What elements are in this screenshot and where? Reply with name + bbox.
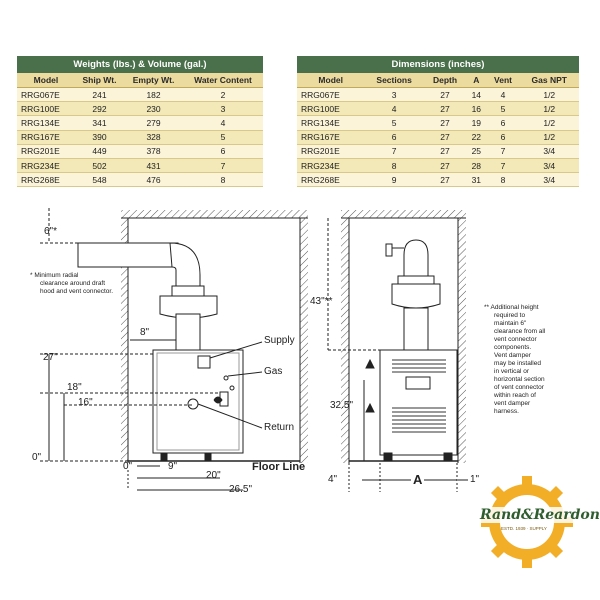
logo-ring-text: ESTD. 1939 · SUPPLY — [501, 526, 547, 531]
dimensions-col-header: Gas NPT — [520, 73, 579, 88]
front-note-line: horizontal section — [494, 376, 545, 383]
table-cell: 31 — [466, 173, 486, 187]
table-cell: 5 — [183, 130, 263, 144]
weights-col-header: Empty Wt. — [124, 73, 183, 88]
dim-4-in: 4" — [328, 474, 338, 485]
table-cell: 6 — [486, 130, 519, 144]
table-cell: 2 — [183, 88, 263, 102]
table-cell: 279 — [124, 116, 183, 130]
dim-43-in: 43"** — [310, 296, 333, 307]
table-cell: 28 — [466, 158, 486, 172]
front-ceiling-wall — [341, 210, 466, 218]
table-cell: RRG167E — [297, 130, 364, 144]
dimensions-table-title: Dimensions (inches) — [297, 56, 579, 73]
table-cell: 378 — [124, 144, 183, 158]
table-cell: 548 — [75, 173, 124, 187]
dimensions-col-header: Depth — [424, 73, 466, 88]
front-note-line: within reach of — [494, 392, 536, 399]
table-cell: 9 — [364, 173, 423, 187]
table-cell: 27 — [424, 88, 466, 102]
table-cell: 16 — [466, 102, 486, 116]
table-cell: 6 — [486, 116, 519, 130]
table-cell: RRG100E — [297, 102, 364, 116]
front-note-line: components. — [494, 344, 532, 351]
table-cell: RRG067E — [17, 88, 75, 102]
dim-0-in-bottom: 0" — [123, 461, 133, 472]
front-note-line: harness. — [494, 408, 519, 415]
label-return: Return — [264, 422, 295, 433]
front-note-line: of vent connector — [494, 384, 544, 391]
table-cell: 292 — [75, 102, 124, 116]
table-cell: RRG067E — [297, 88, 364, 102]
table-cell: RRG268E — [17, 173, 75, 187]
dimensions-col-header: A — [466, 73, 486, 88]
table-cell: 431 — [124, 158, 183, 172]
table-cell: 7 — [183, 158, 263, 172]
table-cell: 3/4 — [520, 158, 579, 172]
dim-18-in: 18" — [67, 382, 82, 393]
table-cell: 27 — [424, 102, 466, 116]
dimensions-col-header: Model — [297, 73, 364, 88]
table-cell: 1/2 — [520, 88, 579, 102]
table-cell: RRG167E — [17, 130, 75, 144]
floor-line-label: Floor Line — [252, 461, 306, 473]
side-note-line: clearance around draft — [40, 280, 106, 287]
table-cell: 19 — [466, 116, 486, 130]
front-draft-hood — [392, 284, 440, 308]
table-cell: 476 — [124, 173, 183, 187]
dim-1-in: 1" — [470, 474, 480, 485]
boiler-front — [380, 350, 457, 455]
logo-wordmark: Rand&Reardon — [480, 507, 600, 523]
return-fitting — [188, 399, 198, 409]
side-note — [30, 272, 113, 296]
front-note-line: may be installed — [494, 360, 541, 367]
table-cell: RRG134E — [297, 116, 364, 130]
dim-32-5-in: 32.5" — [330, 400, 354, 411]
table-cell: RRG100E — [17, 102, 75, 116]
table-cell: 7 — [364, 144, 423, 158]
table-cell: 241 — [75, 88, 124, 102]
front-note-line: clearance from all — [494, 328, 546, 335]
table-cell: 7 — [486, 158, 519, 172]
side-ceiling-wall — [121, 210, 308, 218]
table-cell: 27 — [424, 158, 466, 172]
table-cell: 1/2 — [520, 130, 579, 144]
table-cell: 5 — [486, 102, 519, 116]
table-cell: 449 — [75, 144, 124, 158]
table-cell: 4 — [364, 102, 423, 116]
front-note-line: required to — [494, 312, 526, 319]
side-front-wall — [300, 218, 308, 463]
table-cell: 3 — [183, 102, 263, 116]
dimensions-col-header: Vent — [486, 73, 519, 88]
side-note-line: * Minimum radial — [30, 272, 79, 279]
dim-27-in: 27" — [43, 352, 58, 363]
table-cell: 3 — [364, 88, 423, 102]
table-cell: 8 — [183, 173, 263, 187]
label-supply: Supply — [264, 335, 295, 346]
table-cell: RRG234E — [17, 158, 75, 172]
dim-9-in: 9" — [168, 461, 178, 472]
table-cell: RRG268E — [297, 173, 364, 187]
weights-col-header: Model — [17, 73, 75, 88]
table-cell: 14 — [466, 88, 486, 102]
label-gas: Gas — [264, 366, 283, 377]
table-cell: 27 — [424, 130, 466, 144]
table-cell: RRG201E — [297, 144, 364, 158]
table-cell: 502 — [75, 158, 124, 172]
table-cell: 22 — [466, 130, 486, 144]
front-note-line: in vertical or — [494, 368, 530, 375]
table-cell: 27 — [424, 116, 466, 130]
front-note-line: Vent damper — [494, 352, 531, 359]
table-cell: RRG201E — [17, 144, 75, 158]
table-cell: 8 — [486, 173, 519, 187]
table-cell: 1/2 — [520, 116, 579, 130]
weights-table-title: Weights (lbs.) & Volume (gal.) — [17, 56, 263, 73]
table-cell: 230 — [124, 102, 183, 116]
dim-a: A — [413, 472, 423, 487]
weights-col-header: Ship Wt. — [75, 73, 124, 88]
front-note-line: maintain 6" — [494, 320, 527, 327]
dimensions-col-header: Sections — [364, 73, 423, 88]
table-cell: 6 — [364, 130, 423, 144]
table-cell: 6 — [183, 144, 263, 158]
table-cell: 27 — [424, 173, 466, 187]
table-cell: 1/2 — [520, 102, 579, 116]
dim-0-in: 0" — [32, 452, 42, 463]
table-cell: 4 — [183, 116, 263, 130]
table-cell: RRG234E — [297, 158, 364, 172]
dim-6-in: 6"* — [44, 226, 58, 237]
table-cell: 390 — [75, 130, 124, 144]
dim-16-in: 16" — [78, 397, 93, 408]
front-left-wall — [341, 218, 349, 463]
table-cell: RRG134E — [17, 116, 75, 130]
front-right-wall — [458, 218, 466, 463]
table-cell: 25 — [466, 144, 486, 158]
dim-20-in: 20" — [206, 470, 221, 481]
weights-col-header: Water Content — [183, 73, 263, 88]
dim-26-5-in: 26.5" — [229, 484, 253, 495]
side-note-line: hood and vent connector. — [40, 288, 114, 295]
table-cell: 5 — [364, 116, 423, 130]
front-note-line: vent connector — [494, 336, 537, 343]
table-cell: 27 — [424, 144, 466, 158]
table-cell: 4 — [486, 88, 519, 102]
front-panel-window — [406, 377, 430, 389]
table-cell: 328 — [124, 130, 183, 144]
front-note-line: vent damper — [494, 400, 531, 407]
table-cell: 341 — [75, 116, 124, 130]
front-note — [484, 304, 545, 416]
table-cell: 7 — [486, 144, 519, 158]
table-cell: 3/4 — [520, 173, 579, 187]
table-cell: 182 — [124, 88, 183, 102]
table-cell: 8 — [364, 158, 423, 172]
dim-8-in: 8" — [140, 327, 150, 338]
table-cell: 3/4 — [520, 144, 579, 158]
front-note-line: ** Additional height — [484, 304, 539, 311]
